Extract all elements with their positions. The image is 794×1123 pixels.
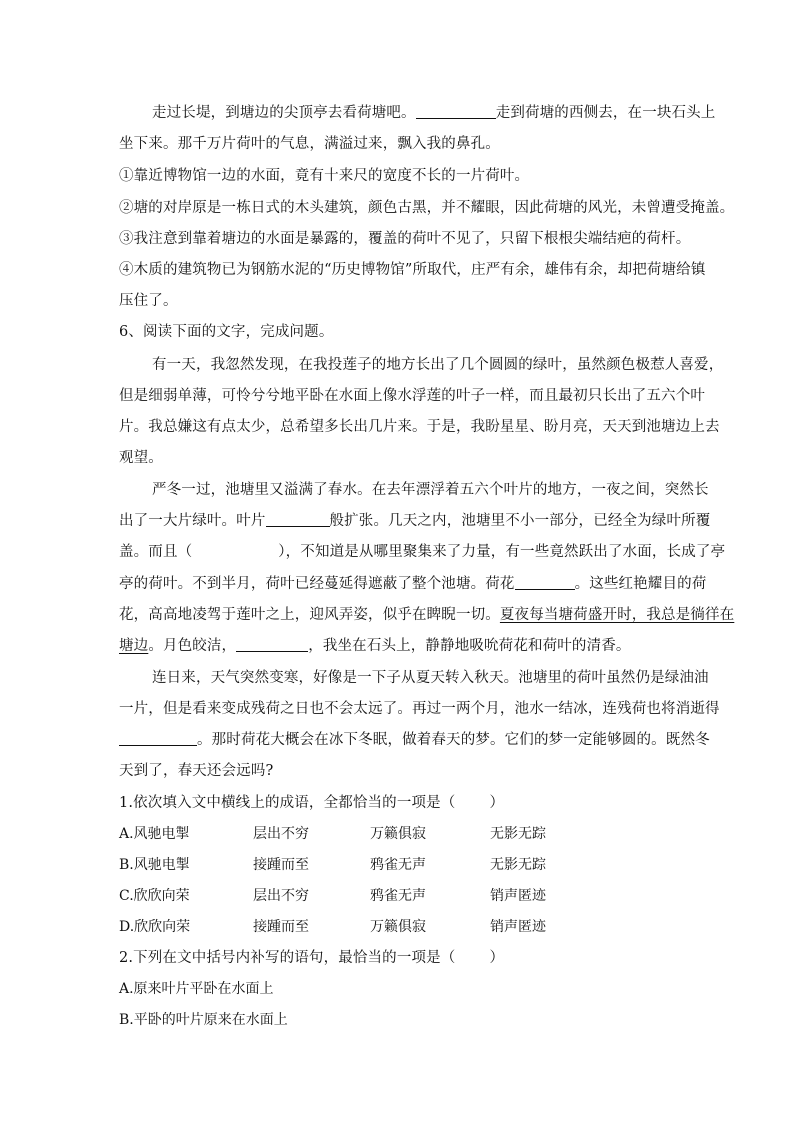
answer-blank bbox=[236, 636, 308, 652]
underlined-sentence: 塘边 bbox=[119, 638, 149, 654]
q1-option-b: B.风驰电掣 bbox=[119, 857, 190, 873]
paragraph-line: 连日来，天气突然变寒，好像是一下子从夏天转入秋天。池塘里的荷叶虽然仍是绿油油 bbox=[152, 670, 709, 686]
passage-line bbox=[152, 103, 715, 123]
q1-option-a-2: 层出不穷 bbox=[253, 826, 309, 842]
answer-blank bbox=[416, 103, 496, 119]
text: 1.依次填入文中横线上的成语，全都恰当的一项是（ bbox=[119, 795, 456, 811]
text: 。这些红艳耀目的荷 bbox=[574, 576, 707, 592]
paragraph-line: 观望。 bbox=[119, 450, 163, 466]
paragraph-line: 天到了，春天还会远吗? bbox=[119, 763, 274, 779]
sentence-4-cont: 压住了。 bbox=[119, 293, 178, 309]
q1-option-a: A.风驰电掣 bbox=[119, 826, 190, 842]
paragraph-line: 严冬一过，池塘里又溢满了春水。在去年漂浮着五六个叶片的地方，一夜之间，突然长 bbox=[152, 482, 709, 498]
text: ） bbox=[489, 795, 505, 811]
paragraph-line: 一片，但是看来变成残荷之日也不会太远了。再过一两个月，池水一结冰，连残荷也将消逝得 bbox=[119, 701, 720, 717]
paragraph-line bbox=[119, 636, 631, 656]
q2-stem bbox=[119, 948, 504, 968]
text: 。月色皎洁， bbox=[148, 638, 237, 654]
q1-option-d: D.欣欣向荣 bbox=[119, 919, 191, 935]
q2-option-a: A.原来叶片平卧在水面上 bbox=[119, 981, 274, 997]
passage-line: 坐下来。那千万片荷叶的气息，满溢过来，飘入我的鼻孔。 bbox=[119, 136, 500, 152]
text: ，我坐在石头上，静静地吸吮荷花和荷叶的清香。 bbox=[308, 638, 631, 654]
q1-option-b-4: 无影无踪 bbox=[490, 857, 546, 873]
paragraph-line bbox=[119, 511, 710, 531]
q1-option-c-4: 销声匿迹 bbox=[490, 888, 546, 904]
sentence-3: ③我注意到靠着塘边的水面是暴露的，覆盖的荷叶不见了，只留下根根尖端结疤的荷杆。 bbox=[119, 231, 691, 247]
sentence-4: ④木质的建筑物已为钢筋水泥的“历史博物馆”所取代，庄严有余，雄伟有余，却把荷塘给镇 bbox=[119, 262, 706, 278]
q1-option-d-2: 接踵而至 bbox=[253, 919, 309, 935]
question-heading: 6、阅读下面的文字，完成问题。 bbox=[119, 324, 334, 340]
q1-option-b-2: 接踵而至 bbox=[253, 857, 309, 873]
answer-blank bbox=[515, 574, 575, 590]
q1-stem bbox=[119, 793, 504, 813]
text: 2.下列在文中括号内补写的语句，最恰当的一项是（ bbox=[119, 950, 456, 966]
text: 出了一大片绿叶。叶片 bbox=[119, 513, 266, 529]
text: ），不知道是从哪里聚集来了力量，有一些竟然跃出了水面，长成了亭 bbox=[278, 544, 726, 560]
paragraph-line: 但是细弱单薄，可怜兮兮地平卧在水面上像水浮莲的叶子一样，而且最初只长出了五六个叶 bbox=[119, 388, 705, 404]
text: 盖。而且（ bbox=[119, 544, 193, 560]
q1-option-c: C.欣欣向荣 bbox=[119, 888, 190, 904]
q1-option-a-4: 无影无踪 bbox=[490, 826, 546, 842]
paragraph-line bbox=[119, 730, 710, 750]
answer-blank bbox=[266, 511, 330, 527]
text: 走过长堤，到塘边的尖顶亭去看荷塘吧。 bbox=[152, 105, 416, 121]
text: 花，高高地凌驾于莲叶之上，迎风弄姿，似乎在睥睨一切。 bbox=[119, 607, 500, 623]
q1-option-a-3: 万籁俱寂 bbox=[370, 826, 426, 842]
paragraph-line bbox=[119, 542, 725, 562]
text: 。那时荷花大概会在冰下冬眠，做着春天的梦。它们的梦一定能够圆的。既然冬 bbox=[197, 732, 710, 748]
q1-option-d-4: 销声匿迹 bbox=[490, 919, 546, 935]
text: 亭的荷叶。不到半月，荷叶已经蔓延得遮蔽了整个池塘。荷花 bbox=[119, 576, 515, 592]
sentence-1: ①靠近博物馆一边的水面，竟有十来尺的宽度不长的一片荷叶。 bbox=[119, 168, 530, 184]
q2-option-b: B.平卧的叶片原来在水面上 bbox=[119, 1012, 288, 1028]
q1-option-c-3: 鸦雀无声 bbox=[370, 888, 426, 904]
paragraph-line bbox=[119, 574, 706, 594]
text: ） bbox=[489, 950, 505, 966]
q1-option-d-3: 万籁俱寂 bbox=[370, 919, 426, 935]
paragraph-line bbox=[119, 605, 734, 625]
underlined-sentence: 夏夜每当塘荷盛开时，我总是徜徉在 bbox=[499, 607, 735, 623]
text: 般扩张。几天之内，池塘里不小一部分，已经全为绿叶所覆 bbox=[329, 513, 711, 529]
answer-blank bbox=[119, 730, 197, 746]
paragraph-line: 有一天，我忽然发现，在我投莲子的地方长出了几个圆圆的绿叶，虽然颜色极惹人喜爱， bbox=[152, 357, 724, 373]
sentence-2: ②塘的对岸原是一栋日式的木头建筑，颜色古黑，并不耀眼，因此荷塘的风光，未曾遭受掩盖。 bbox=[119, 200, 735, 216]
text: 走到荷塘的西侧去，在一块石头上 bbox=[495, 105, 716, 121]
q1-option-b-3: 鸦雀无声 bbox=[370, 857, 426, 873]
q1-option-c-2: 层出不穷 bbox=[253, 888, 309, 904]
paragraph-line: 片。我总嫌这有点太少，总希望多长出几片来。于是，我盼星星、盼月亮，天天到池塘边上去 bbox=[119, 419, 720, 435]
